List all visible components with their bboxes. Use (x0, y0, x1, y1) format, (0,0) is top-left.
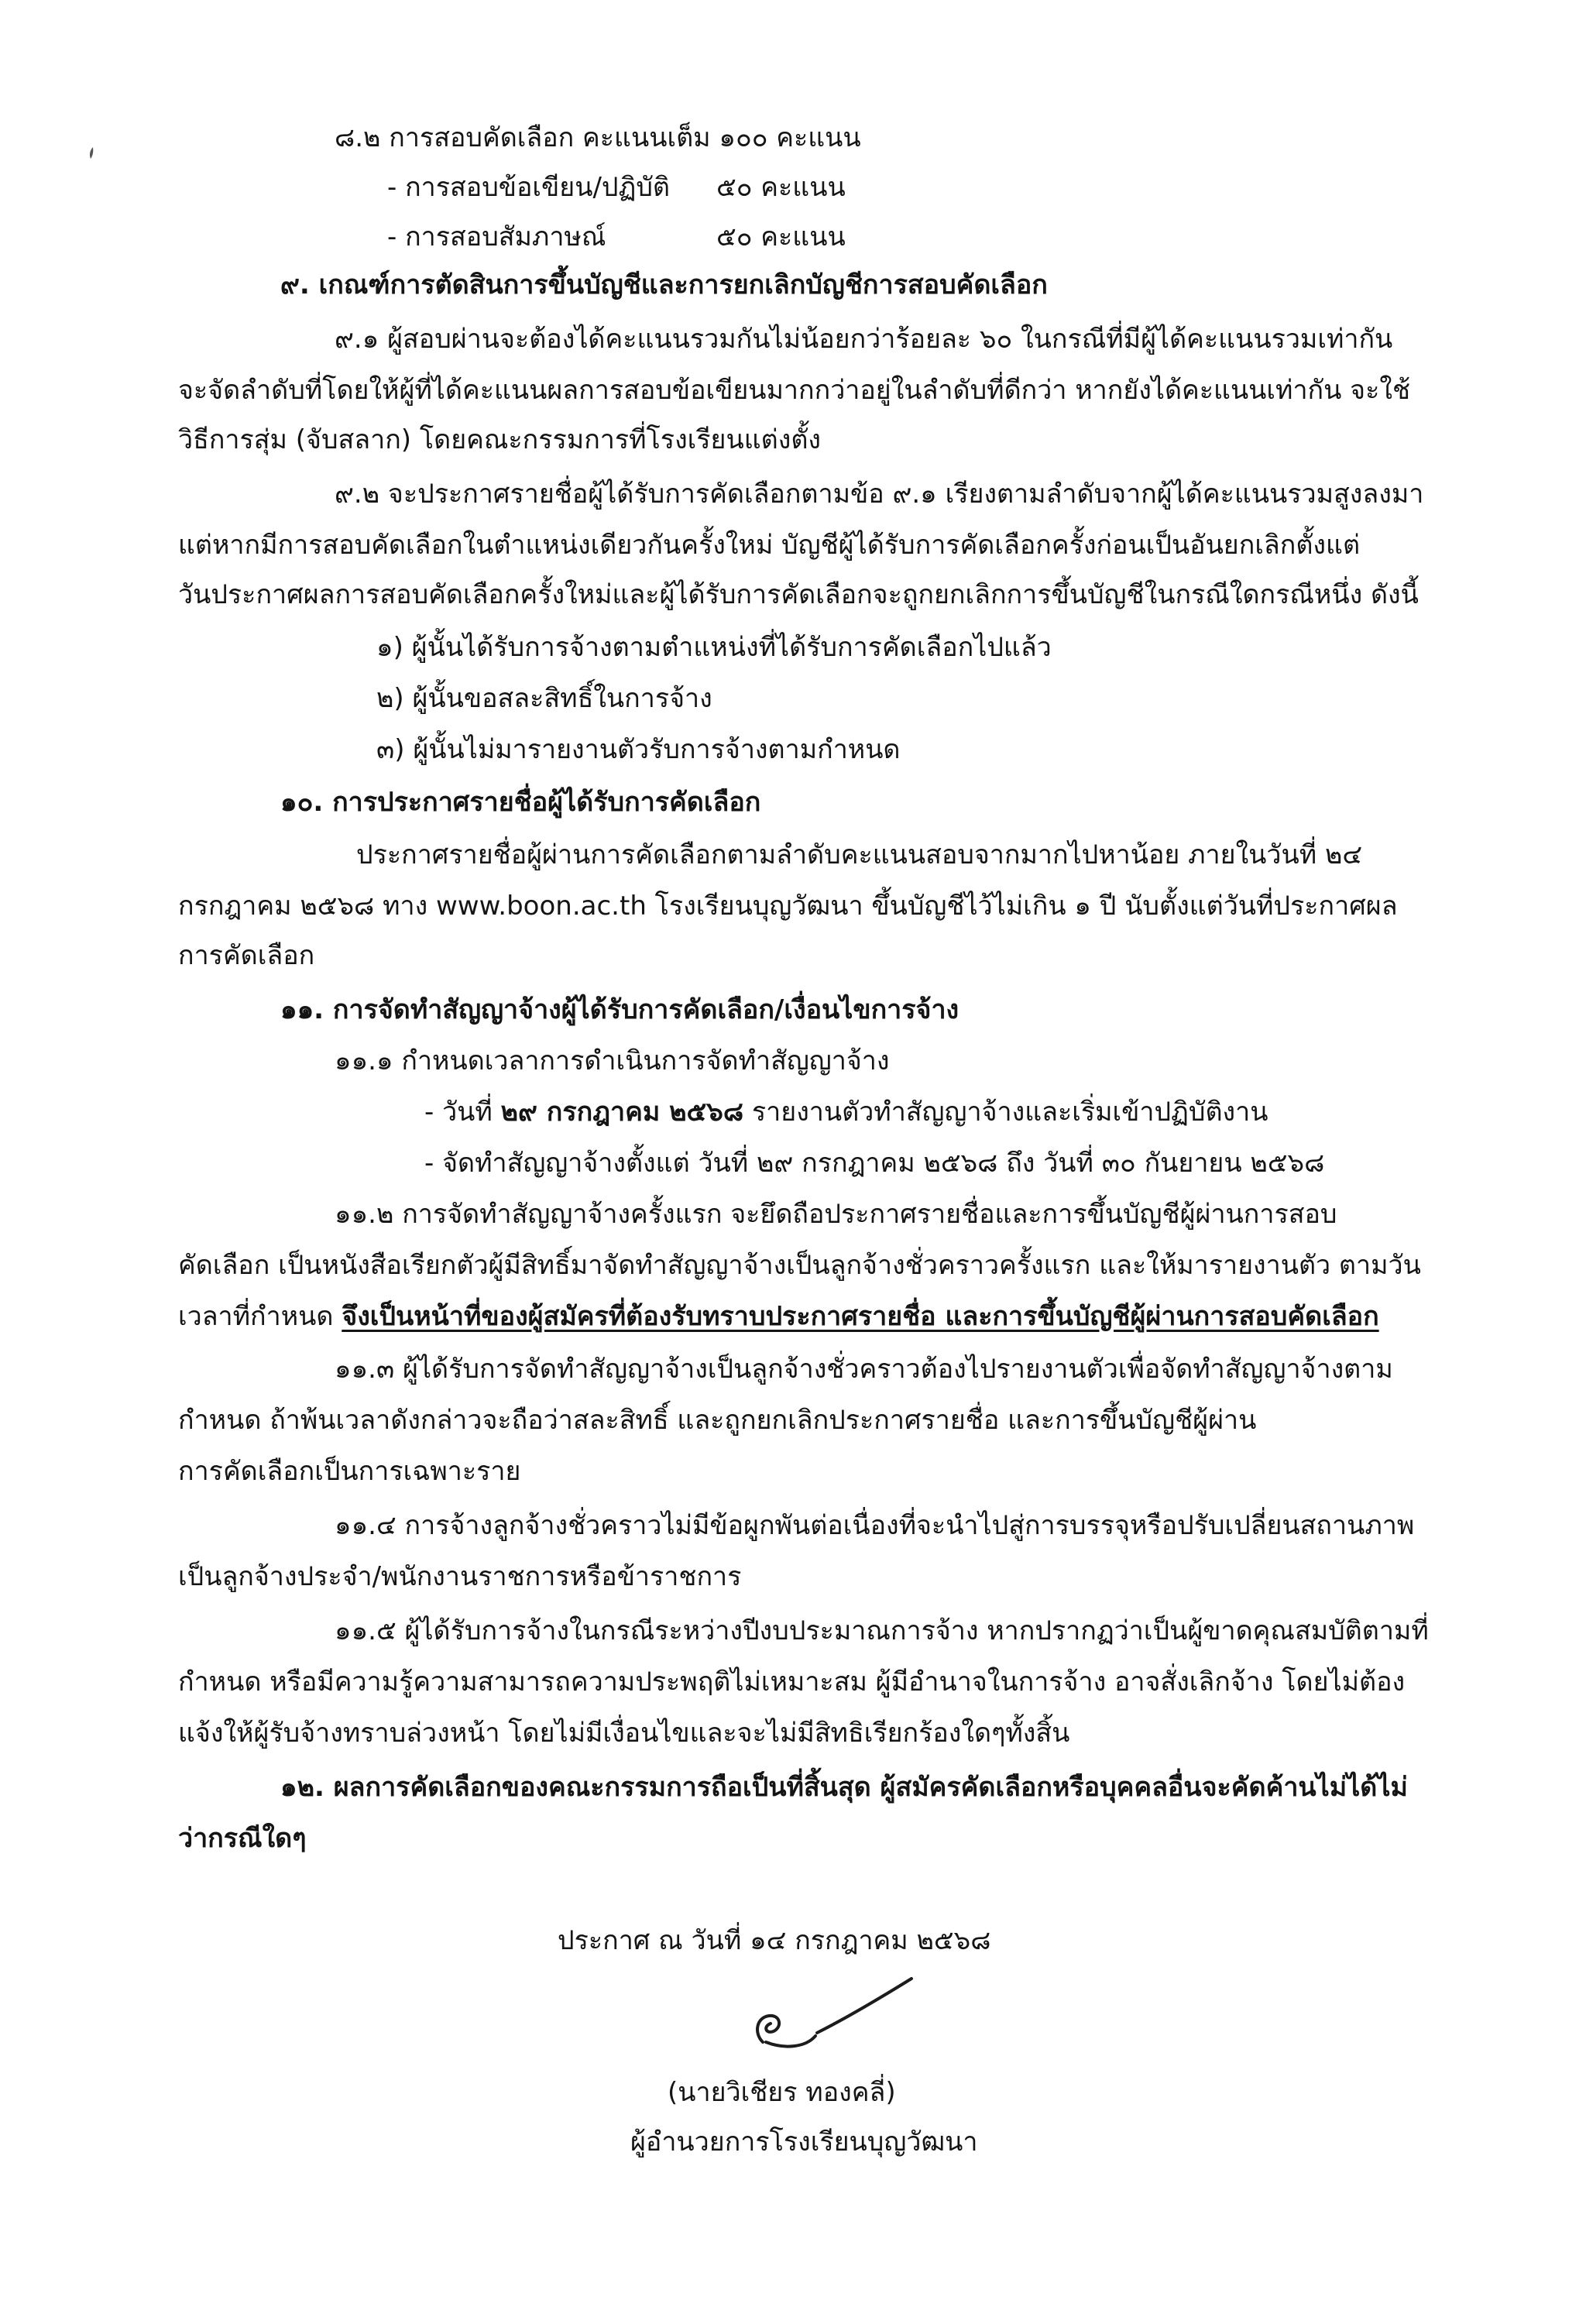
sec10-line3: การคัดเลือก (178, 940, 315, 971)
sec8-2-title: ๘.๒ การสอบคัดเลือก คะแนนเต็ม ๑๐๐ คะแนน (335, 122, 861, 153)
sec11-1-item1 (424, 1095, 1268, 1129)
sec11-3-line2: กำหนด ถ้าพ้นเวลาดังกล่าวจะถือว่าสละสิทธิ์ และถูกยกเลิกประกาศรายชื่อ และการขึ้นบัญชีผู้ผ่าน (178, 1405, 1257, 1436)
sec9-1-line2: จะจัดลำดับที่โดยให้ผู้ที่ได้คะแนนผลการสอบข้อเขียนมากกว่าอยู่ในลำดับที่ดีกว่า หากยังได้คะแนนเท่ากัน จะใช้ (178, 375, 1411, 406)
sec9-2-line2: แต่หากมีการสอบคัดเลือกในตำแหน่งเดียวกันครั้งใหม่ บัญชีผู้ได้รับการคัดเลือกครั้งก่อนเป็นอันยกเลิกตั้งแต่ (178, 530, 1361, 561)
sec12-line2: ว่ากรณีใดๆ (178, 1823, 307, 1854)
sec12-line1: ๑๒. ผลการคัดเลือกของคณะกรรมการถือเป็นที่สิ้นสุด ผู้สมัครคัดเลือกหรือบุคคลอื่นจะคัดค้านไม่ได้ไม่ (280, 1772, 1408, 1803)
sec9-2-line1: ๙.๒ จะประกาศรายชื่อผู้ได้รับการคัดเลือกตามข้อ ๙.๑ เรียงตามลำดับจากผู้ได้คะแนนรวมสูงลงมา (335, 479, 1424, 510)
signature-image (732, 1955, 933, 2072)
sec11-3-line3: การคัดเลือกเป็นการเฉพาะราย (178, 1456, 521, 1487)
sec11-5-line1: ๑๑.๕ ผู้ได้รับการจ้างในกรณีระหว่างปีงบประมาณการจ้าง หากปรากฏว่าเป็นผู้ขาดคุณสมบัติตามที่ (335, 1615, 1429, 1646)
sec11-4-line1: ๑๑.๔ การจ้างลูกจ้างชั่วคราวไม่มีข้อผูกพันต่อเนื่องที่จะนำไปสู่การบรรจุหรือปรับเปลี่ยนสถานภาพ (335, 1510, 1415, 1541)
sec10-line1: ประกาศรายชื่อผู้ผ่านการคัดเลือกตามลำดับคะแนนสอบจากมากไปหาน้อย ภายในวันที่ ๒๔ (356, 839, 1363, 870)
sec10-line2: กรกฎาคม ๒๕๖๘ ทาง www.boon.ac.th โรงเรียนบุญวัฒนา ขึ้นบัญชีไว้ไม่เกิน ๑ ปี นับตั้งแต่วันที่ประกาศผล (178, 891, 1398, 922)
sec11-heading: ๑๑. การจัดทำสัญญาจ้างผู้ได้รับการคัดเลือก/เงื่อนไขการจ้าง (280, 994, 959, 1025)
sec9-2-line3: วันประกาศผลการสอบคัดเลือกครั้งใหม่และผู้ได้รับการคัดเลือกจะถูกยกเลิกการขึ้นบัญชีในกรณีใดกรณีหนึ่ง ดังนี้ (178, 579, 1419, 610)
sec11-5-line2: กำหนด หรือมีความรู้ความสามารถความประพฤติไม่เหมาะสม ผู้มีอำนาจในการจ้าง อาจสั่งเลิกจ้าง โดยไม่ต้อง (178, 1667, 1406, 1698)
sec11-5-line3: แจ้งให้ผู้รับจ้างทราบล่วงหน้า โดยไม่มีเงื่อนไขและจะไม่มีสิทธิเรียกร้องใดๆทั้งสิ้น (178, 1718, 1070, 1749)
signer-name: (นายวิเชียร ทองคลี่) (668, 2077, 896, 2108)
sec11-2-line3-normal: เวลาที่กำหนด (178, 1301, 334, 1332)
sec11-2-line3-emphasis: จึงเป็นหน้าที่ของผู้สมัครที่ต้องรับทราบประกาศรายชื่อ และการขึ้นบัญชีผู้ผ่านการสอบคัดเลือก (342, 1301, 1379, 1332)
stray-ink-mark (87, 146, 98, 161)
sec8-2-written-label: - การสอบข้อเขียน/ปฏิบัติ (387, 172, 670, 203)
sec8-2-written-score: ๕๐ คะแนน (716, 172, 846, 203)
sec11-2-line1: ๑๑.๒ การจัดทำสัญญาจ้างครั้งแรก จะยึดถือประกาศรายชื่อและการขึ้นบัญชีผู้ผ่านการสอบ (335, 1199, 1337, 1230)
sec8-2-interview-score: ๕๐ คะแนน (716, 221, 846, 252)
sec9-list-item-3: ๓) ผู้นั้นไม่มารายงานตัวรับการจ้างตามกำหนด (376, 734, 901, 765)
sec11-1-item1-rest: รายงานตัวทำสัญญาจ้างและเริ่มเข้าปฏิบัติงาน (751, 1097, 1268, 1128)
signer-title: ผู้อำนวยการโรงเรียนบุญวัฒนา (630, 2127, 978, 2158)
announce-date: ประกาศ ณ วันที่ ๑๔ กรกฎาคม ๒๕๖๘ (558, 1925, 991, 1956)
sec9-1-line1: ๙.๑ ผู้สอบผ่านจะต้องได้คะแนนรวมกันไม่น้อยกว่าร้อยละ ๖๐ ในกรณีที่มีผู้ได้คะแนนรวมเท่ากัน (335, 324, 1393, 355)
sec9-1-line3: วิธีการสุ่ม (จับสลาก) โดยคณะกรรมการที่โรงเรียนแต่งตั้ง (178, 424, 821, 455)
sec11-2-line2: คัดเลือก เป็นหนังสือเรียกตัวผู้มีสิทธิ์มาจัดทำสัญญาจ้างเป็นลูกจ้างชั่วคราวครั้งแรก และให้มารายงานตัว ตามวัน (178, 1250, 1421, 1281)
sec9-list-item-2: ๒) ผู้นั้นขอสละสิทธิ์ในการจ้าง (376, 683, 712, 714)
sec11-2-line3 (178, 1299, 1379, 1334)
sec11-4-line2: เป็นลูกจ้างประจำ/พนักงานราชการหรือข้าราชการ (178, 1561, 742, 1592)
sec11-1-item1-date: ๒๙ กรกฎาคม ๒๕๖๘ (500, 1097, 744, 1128)
sec9-list-item-1: ๑) ผู้นั้นได้รับการจ้างตามตำแหน่งที่ได้รับการคัดเลือกไปแล้ว (376, 632, 1052, 663)
sec11-1-title: ๑๑.๑ กำหนดเวลาการดำเนินการจัดทำสัญญาจ้าง (335, 1045, 890, 1076)
sec11-3-line1: ๑๑.๓ ผู้ได้รับการจัดทำสัญญาจ้างเป็นลูกจ้างชั่วคราวต้องไปรายงานตัวเพื่อจัดทำสัญญาจ้างตาม (335, 1354, 1393, 1385)
sec10-heading: ๑๐. การประกาศรายชื่อผู้ได้รับการคัดเลือก (280, 787, 761, 818)
sec11-1-item1-prefix: - วันที่ (424, 1097, 493, 1128)
sec9-heading: ๙. เกณฑ์การตัดสินการขึ้นบัญชีและการยกเลิกบัญชีการสอบคัดเลือก (280, 269, 1048, 300)
sec8-2-interview-label: - การสอบสัมภาษณ์ (387, 221, 606, 252)
sec11-1-item2: - จัดทำสัญญาจ้างตั้งแต่ วันที่ ๒๙ กรกฎาคม ๒๕๖๘ ถึง วันที่ ๓๐ กันยายน ๒๕๖๘ (424, 1148, 1325, 1179)
